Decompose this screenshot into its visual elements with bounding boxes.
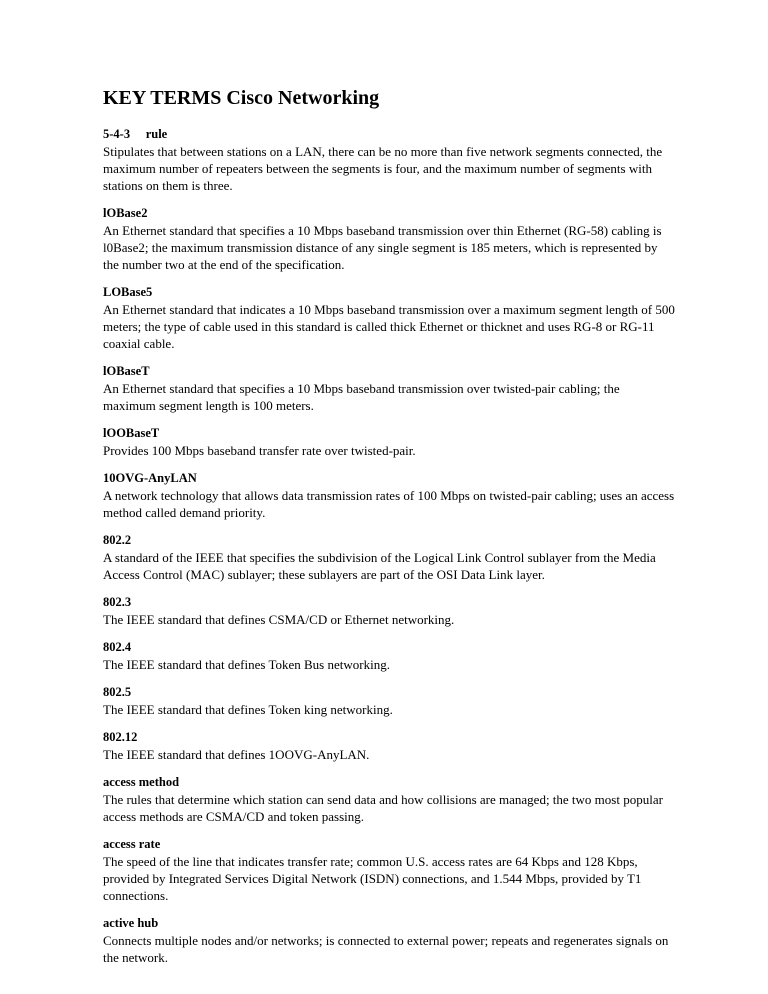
document-page <box>103 86 675 977</box>
term-heading: lOBaseT <box>103 364 150 378</box>
glossary-entry <box>103 915 675 966</box>
term-definition: Connects multiple nodes and/or networks; is connected to external power; repeats and regenerates signals on the network. <box>103 933 669 965</box>
term-heading: active hub <box>103 916 159 930</box>
glossary-entry <box>103 470 675 521</box>
term-definition: Provides 100 Mbps baseband transfer rate over twisted-pair. <box>103 443 416 458</box>
term-definition: The IEEE standard that defines CSMA/CD or Ethernet networking. <box>103 612 455 627</box>
term-heading: 802.5 <box>103 685 132 699</box>
term-heading: lOOBaseT <box>103 426 160 440</box>
glossary-entry <box>103 363 675 414</box>
term-heading: 10OVG-AnyLAN <box>103 471 197 485</box>
glossary-entry <box>103 205 675 273</box>
term-heading: access rate <box>103 837 161 851</box>
glossary-entry <box>103 594 675 628</box>
term-definition: The IEEE standard that defines Token king networking. <box>103 702 393 717</box>
term-heading: 802.2 <box>103 533 132 547</box>
term-heading: access method <box>103 775 180 789</box>
term-definition: Stipulates that between stations on a LAN, there can be no more than five network segments connected, the maximum number of repeaters between the segments is four, and the maximum number of segments with stations on them is three. <box>103 144 663 193</box>
term-definition: The speed of the line that indicates transfer rate; common U.S. access rates are 64 Kbps and 128 Kbps, provided by Integrated Services Digital Network (ISDN) connections, and 1.544 Mbps, provided by T1 connections. <box>103 854 642 903</box>
glossary-entry <box>103 425 675 459</box>
glossary-entry <box>103 774 675 825</box>
glossary-entry <box>103 284 675 352</box>
term-definition: The IEEE standard that defines Token Bus networking. <box>103 657 390 672</box>
term-heading: 802.12 <box>103 730 138 744</box>
term-definition: A standard of the IEEE that specifies the subdivision of the Logical Link Control sublayer from the Media Access Control (MAC) sublayer; these sublayers are part of the OSI Data Link layer. <box>103 550 656 582</box>
glossary-entry <box>103 684 675 718</box>
glossary-entry <box>103 532 675 583</box>
term-heading: 5-4-3 rule <box>103 127 168 141</box>
page-title: KEY TERMS Cisco Networking <box>103 87 380 109</box>
glossary-list <box>103 126 675 966</box>
term-definition: The rules that determine which station can send data and how collisions are managed; the two most popular access methods are CSMA/CD and token passing. <box>103 792 663 824</box>
glossary-entry <box>103 729 675 763</box>
term-definition: An Ethernet standard that specifies a 10 Mbps baseband transmission over thin Ethernet (RG-58) cabling is l0Base2; the maximum transmission distance of any single segment is 185 meters, which is represented by the number two at the end of the specification. <box>103 223 662 272</box>
glossary-entry <box>103 836 675 904</box>
glossary-entry <box>103 126 675 194</box>
term-heading: LOBase5 <box>103 285 153 299</box>
term-heading: lOBase2 <box>103 206 148 220</box>
term-definition: An Ethernet standard that indicates a 10 Mbps baseband transmission over a maximum segment length of 500 meters; the type of cable used in this standard is called thick Ethernet or thicknet and uses RG-8 or RG-11 coaxial cable. <box>103 302 675 351</box>
glossary-entry <box>103 639 675 673</box>
term-definition: The IEEE standard that defines 1OOVG-AnyLAN. <box>103 747 370 762</box>
term-definition: A network technology that allows data transmission rates of 100 Mbps on twisted-pair cabling; uses an access method called demand priority. <box>103 488 675 520</box>
term-heading: 802.3 <box>103 595 132 609</box>
term-definition: An Ethernet standard that specifies a 10 Mbps baseband transmission over twisted-pair cabling; the maximum segment length is 100 meters. <box>103 381 620 413</box>
term-heading: 802.4 <box>103 640 132 654</box>
